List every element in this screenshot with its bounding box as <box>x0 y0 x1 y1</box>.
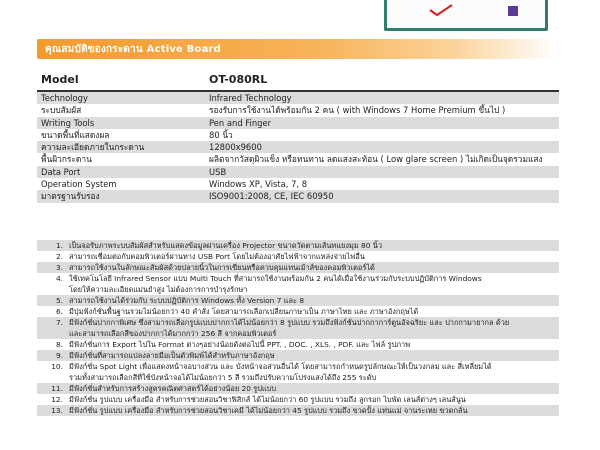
feature-text: มีฟังก์ชั่น รูปแบบ เครื่องมือ สำหรับการช่วยสอนวิชาเคมี ได้ไม่น้อยกว่า 45 รูปแบบ รวมถึง ขวดปั้ง แท่นแม่ จานระเหย ขวดกลั่น <box>69 406 468 415</box>
feature-item <box>37 383 559 394</box>
feature-item <box>37 306 559 317</box>
feature-text: รวมทั้งสามารถเลือกสีที่ใช้บังหน้าจอได้ไม่น้อยกว่า 5 สี รวมถึงปรับความโปร่งแสงได้ถึง 255 ระดับ <box>69 373 377 382</box>
spec-label: พื้นผิวกระดาน <box>37 153 205 165</box>
feature-item <box>37 317 559 339</box>
spec-row <box>37 129 559 141</box>
feature-number: 3. <box>55 263 63 272</box>
feature-number: 11. <box>51 384 63 393</box>
spec-row <box>37 104 559 116</box>
feature-text: มีฟังก์ชั่น รูปแบบ เครื่องมือ สำหรับการช่วยสอนวิชาฟิสิกส์ ได้ไม่น้อยกว่า 60 รูปแบบ รวมถึง ลูกรอก ไบพัด เลนส์ต่างๆ เลนส์นูน <box>69 395 466 404</box>
feature-text: สามารถเชื่อมต่อกับคอมพิวเตอร์ผ่านทาง USB Port โดยไม่ต้องอาศัยไฟฟ้าจากแหล่งจ่ายไฟอื่น <box>69 252 365 261</box>
feature-item <box>37 251 559 262</box>
feature-item <box>37 350 559 361</box>
feature-item <box>37 405 559 416</box>
spec-label: Data Port <box>37 166 205 178</box>
spec-row <box>37 190 559 202</box>
feature-number: 6. <box>55 307 63 316</box>
spec-value: Infrared Technology <box>205 91 559 104</box>
feature-number: 4. <box>55 274 63 283</box>
feature-item <box>37 339 559 350</box>
feature-text: มีฟังก์ชั่นที่สามารถแปลงลายมือเป็นตัวพิมพ์ได้สำหรับภาษาอังกฤษ <box>69 351 275 360</box>
feature-text: และสามารถเลือกสีของปากกาได้มากกว่า 256 สี จากคอมพิวเตอร์ <box>69 329 277 338</box>
spec-value: USB <box>205 166 559 178</box>
feature-number: 7. <box>55 318 63 327</box>
feature-text: สามารถใช้งานในลักษณะสัมผัสด้วยปลายนิ้วในการเขียนหรือควบคุมแทนเม้าส์ของคอมพิวเตอร์ได้ <box>69 263 375 272</box>
spec-row <box>37 166 559 178</box>
spec-value: 80 นิ้ว <box>205 129 559 141</box>
spec-header-value: OT-080RL <box>205 70 559 91</box>
feature-item <box>37 273 559 295</box>
spec-label: ระบบสัมผัส <box>37 104 205 116</box>
spec-row <box>37 178 559 190</box>
spec-row <box>37 117 559 129</box>
spec-value: ผลิตจากวัสดุผิวแข็ง หรือทนทาน ลดแสงสะท้อน ( Low glare screen ) ไม่เกิดเป็นจุดรวมแสง <box>205 153 559 165</box>
feature-text: ใช้เทคโนโลยี Infrared Sensor แบบ Multi Touch ที่สามารถใช้งานพร้อมกัน 2 คนได้เมื่อใช้งานร่วมกับระบบปฏิบัติการ Windows <box>69 274 482 283</box>
feature-text: มีฟังก์ชั่นปากกาพิเศษ ซึ่งสามารถเลือกรูปแบบปากกาได้ไม่น้อยกว่า 8 รูปแบบ รวมถึงฟังก์ชั่นปากกาการ์ตูนอัจฉริยะ และ ปากกามายากล ด้วย <box>69 318 510 327</box>
feature-item <box>37 361 559 383</box>
feature-text: มีฟังก์ชั่นสำหรับการสร้างสูตรคณิตศาสตร์ได้อย่างน้อย 20 รูปแบบ <box>69 384 277 393</box>
feature-item <box>37 240 559 251</box>
feature-item <box>37 394 559 405</box>
spec-label: ความละเอียดภายในกระดาน <box>37 141 205 153</box>
spec-label: Technology <box>37 91 205 104</box>
feature-number: 13. <box>51 406 63 415</box>
product-image-area <box>0 0 600 33</box>
feature-text: มีฟังก์ชั่นการ Export ไปใน Format ต่างๆอย่างน้อยดังต่อไปนี้ PPT. , DOC. , XLS. , PDF. และ ไฟล์ รูปภาพ <box>69 340 411 349</box>
section-title: คุณสมบัติของกระดาน Active Board <box>45 44 222 55</box>
spec-label: Writing Tools <box>37 117 205 129</box>
spec-row <box>37 153 559 165</box>
feature-text: เป็นจอรับภาพระบบสัมผัสสำหรับแสดงข้อมูลผ่านเครื่อง Projector ขนาดวัดตามเส้นทแยงมุม 80 นิ้ว <box>69 241 383 250</box>
feature-list <box>37 240 559 416</box>
feature-number: 8. <box>55 340 63 349</box>
board-illustration <box>384 0 548 31</box>
spec-table <box>37 70 559 203</box>
feature-number: 5. <box>55 296 63 305</box>
feature-text: โดยให้ความละเอียดแม่นยำสูง ไม่ต้องการการบำรุงรักษา <box>69 285 248 294</box>
spec-value: ISO9001:2008, CE, IEC 60950 <box>205 190 559 202</box>
spec-value: 12800x9600 <box>205 141 559 153</box>
spec-row <box>37 91 559 104</box>
checkmark-icon <box>428 4 454 16</box>
spec-label: มาตรฐานรับรอง <box>37 190 205 202</box>
feature-text: สามารถใช้งานได้ร่วมกับ ระบบปฏิบัติการ Windows ทั้ง Version 7 และ 8 <box>69 296 305 305</box>
spec-row <box>37 141 559 153</box>
feature-text: มีฟังก์ชั่น Spot Light เพื่อแสดงหน้าจอบางส่วน และ บังหน้าจอส่วนอื่นได้ โดยสามารถกำหนดรูปลักษณะให้เป็นวงกลม และ สี่เหลี่ยมได้ <box>69 362 492 371</box>
spec-value: Windows XP, Vista, 7, 8 <box>205 178 559 190</box>
feature-number: 12. <box>51 395 63 404</box>
spec-header-row <box>37 70 559 91</box>
feature-item <box>37 262 559 273</box>
feature-number: 10. <box>51 362 63 371</box>
feature-number: 9. <box>55 351 63 360</box>
feature-item <box>37 295 559 306</box>
section-title-bar <box>37 39 557 59</box>
board-square-icon <box>508 6 518 16</box>
spec-header-label: Model <box>37 70 205 91</box>
spec-label: ขนาดพื้นที่แสดงผล <box>37 129 205 141</box>
spec-value: รองรับการใช้งานได้พร้อมกัน 2 คน ( with Windows 7 Home Premium ขึ้นไป ) <box>205 104 559 116</box>
feature-number: 2. <box>55 252 63 261</box>
spec-label: Operation System <box>37 178 205 190</box>
feature-number: 1. <box>55 241 63 250</box>
spec-value: Pen and Finger <box>205 117 559 129</box>
feature-text: มีปุ่มฟังก์ชั่นพื้นฐานรวมไม่น้อยกว่า 40 คำสั่ง โดยสามารถเลือกเปลี่ยนภาษาเป็น ภาษาไทย และ ภาษาอังกฤษได้ <box>69 307 419 316</box>
